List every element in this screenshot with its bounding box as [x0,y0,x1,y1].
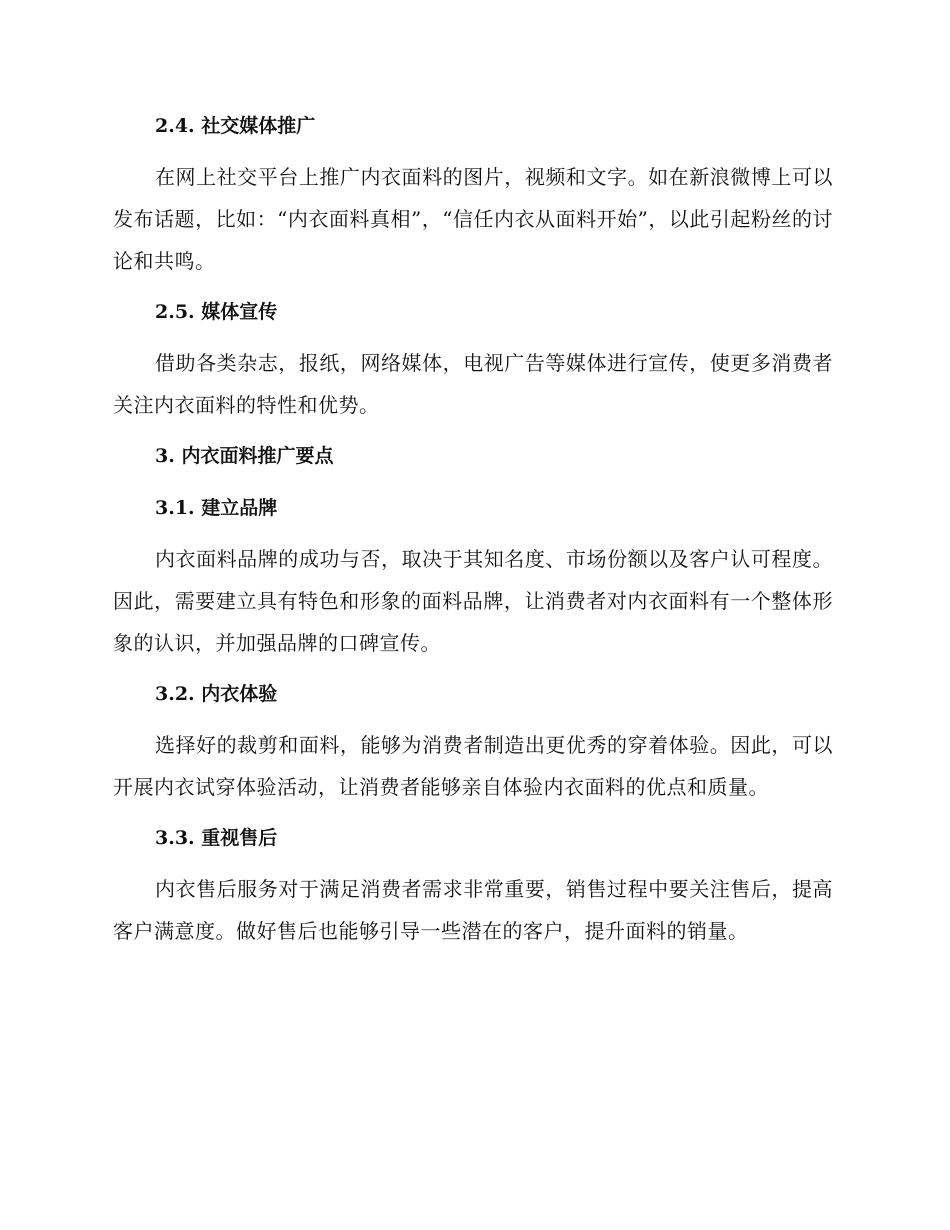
section-heading-3-1: 3.1. 建立品牌 [155,497,278,519]
section-paragraph-3-1: 内衣面料品牌的成功与否，取决于其知名度、市场份额以及客户认可程度。因此，需要建立具有特色和形象的面料品牌，让消费者对内衣面料有一个整体形象的认识，并加强品牌的口碑宣传。 [113,547,833,655]
section-paragraph-3-2: 选择好的裁剪和面料，能够为消费者制造出更优秀的穿着体验。因此，可以开展内衣试穿体验活动，让消费者能够亲自体验内衣面料的优点和质量。 [113,733,833,799]
section-heading-3-2: 3.2. 内衣体验 [155,683,278,705]
section-paragraph-2-5: 借助各类杂志，报纸，网络媒体，电视广告等媒体进行宣传，使更多消费者关注内衣面料的特性和优势。 [113,351,833,417]
section-paragraph-2-4: 在网上社交平台上推广内衣面料的图片，视频和文字。如在新浪微博上可以发布话题，比如：“内衣面料真相”，“信任内衣从面料开始”，以此引起粉丝的讨论和共鸣。 [113,165,833,273]
section-heading-3: 3. 内衣面料推广要点 [155,445,334,467]
section-heading-2-4: 2.4. 社交媒体推广 [155,115,316,137]
section-paragraph-3-3: 内衣售后服务对于满足消费者需求非常重要，销售过程中要关注售后，提高客户满意度。做好售后也能够引导一些潜在的客户，提升面料的销量。 [113,877,833,943]
section-heading-2-5: 2.5. 媒体宣传 [155,301,278,323]
section-heading-3-3: 3.3. 重视售后 [155,827,278,849]
document-body [113,110,833,952]
